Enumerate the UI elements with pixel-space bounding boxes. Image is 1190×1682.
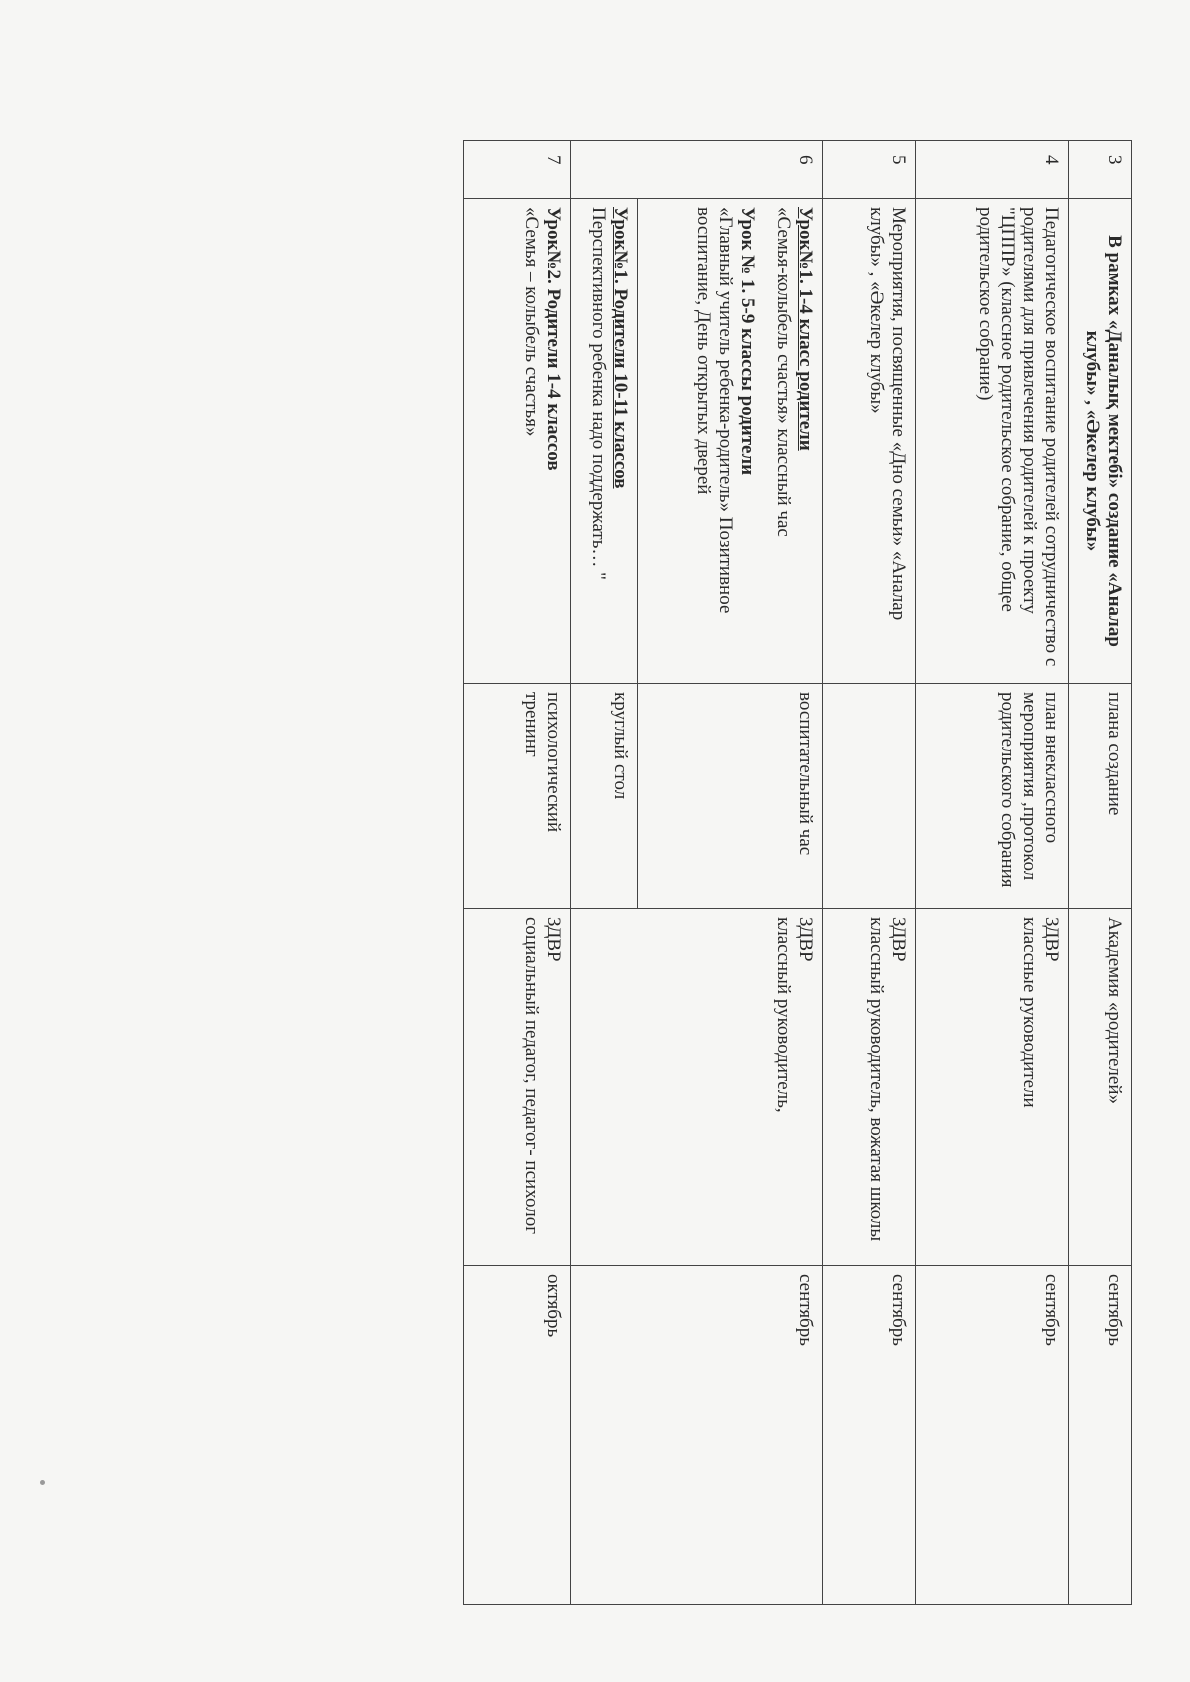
table-row [916, 141, 1069, 1605]
date-cell: сентябрь [1069, 1266, 1132, 1605]
event-title: Урок№1. 1-4 класс родители [795, 207, 816, 451]
table-row [464, 141, 571, 1605]
table-row [823, 141, 916, 1605]
responsible-cell [823, 909, 916, 1266]
responsible-cell [916, 909, 1069, 1266]
form-cell: плана создание [1069, 684, 1132, 909]
responsible-text: классные руководители [1019, 917, 1040, 1108]
date-cell: сентябрь [571, 1266, 823, 1605]
row-number: 4 [916, 141, 1069, 199]
row-number: 6 [571, 141, 823, 199]
responsible-title: ЗДВР [795, 917, 816, 962]
event-title: Урок № 1. 5-9 классы родители [737, 207, 758, 476]
date-cell: октябрь [464, 1266, 571, 1605]
date-cell: сентябрь [823, 1266, 916, 1605]
responsible-title: ЗДВР [543, 917, 564, 962]
event-text: «Семья – колыбель счастья» [521, 207, 542, 437]
row-number: 3 [1069, 141, 1132, 199]
responsible-text: социальный педагог, педагог- психолог [521, 917, 542, 1234]
event-cell [638, 199, 823, 684]
form-cell [823, 684, 916, 909]
event-cell: Педагогическое воспитание родителей сотрудничество с родителями для привлечения родителей к проекту "ЦППР» (классное родительское собрание, общее родительское собрание) [916, 199, 1069, 684]
event-text: «Главный учитель ребенка-родитель» Позитивное воспитание, День открытых дверей [693, 207, 736, 614]
event-cell [571, 199, 638, 684]
responsible-cell: Академия «родителей» [1069, 909, 1132, 1266]
event-text: «Семья-колыбель счастья» классный час [773, 207, 794, 537]
events-table [463, 140, 1132, 1605]
row-number: 5 [823, 141, 916, 199]
rotated-table-container [204, 140, 1132, 1604]
form-cell: круглый стол [571, 684, 638, 909]
row-number: 7 [464, 141, 571, 199]
form-cell: план внеклассного мероприятия ,протокол родительского собрания [916, 684, 1069, 909]
event-cell: В рамках «Даналық мектебі» создание «Аналар клубы» , «Әкелер клубы» [1069, 199, 1132, 684]
event-title: Урок№2. Родители 1-4 классов [543, 207, 564, 471]
event-cell: Мероприятия, посвященные «Дно семьи» «Аналар клубы» , «Әкелер клубы» [823, 199, 916, 684]
responsible-cell [571, 909, 823, 1266]
responsible-title: ЗДВР [888, 917, 909, 962]
responsible-cell [464, 909, 571, 1266]
responsible-text: классный руководитель, [773, 917, 794, 1113]
event-text: Перспективного ребенка надо поддержать… " [588, 207, 609, 580]
scan-speck [40, 1480, 45, 1485]
responsible-text: классный руководитель, вожатая школы [866, 917, 887, 1242]
event-cell [464, 199, 571, 684]
table-row [638, 141, 823, 1605]
event-title: Урок№1. Родители 10-11 классов [610, 207, 631, 489]
form-cell: воспитательный час [638, 684, 823, 909]
form-cell: психологический тренинг [464, 684, 571, 909]
date-cell: сентябрь [916, 1266, 1069, 1605]
table-row [1069, 141, 1132, 1605]
responsible-title: ЗДВР [1041, 917, 1062, 962]
